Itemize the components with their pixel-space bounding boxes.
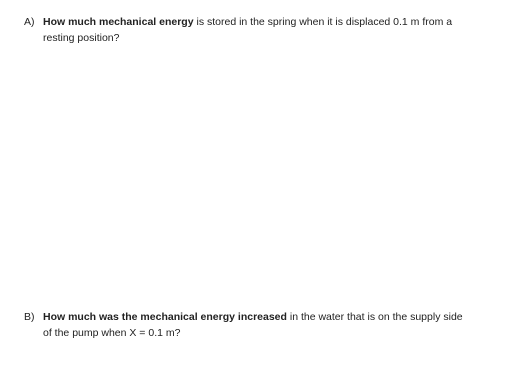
question-b-label: B) (24, 311, 35, 323)
question-b-bold-text: How much was the mechanical energy increased (43, 311, 287, 323)
question-b-line-2 (24, 325, 484, 341)
question-a-bold-text: How much mechanical energy (43, 16, 194, 28)
question-a-text-rest: is stored in the spring when it is displaced 0.1 m from a (193, 16, 453, 28)
question-b-text-line-2: of the pump when X = 0.1 m? (43, 327, 181, 339)
question-b (24, 309, 484, 341)
question-b-line-1 (24, 309, 484, 325)
question-a-text (43, 14, 484, 30)
question-b-text-rest: in the water that is on the supply side (286, 311, 463, 323)
question-a-label: A) (24, 16, 35, 28)
question-a (24, 14, 484, 46)
question-a-line-2 (24, 30, 484, 46)
question-b-text (43, 309, 484, 325)
question-a-text-line-2: resting position? (43, 32, 120, 44)
question-a-line-1 (24, 14, 484, 30)
